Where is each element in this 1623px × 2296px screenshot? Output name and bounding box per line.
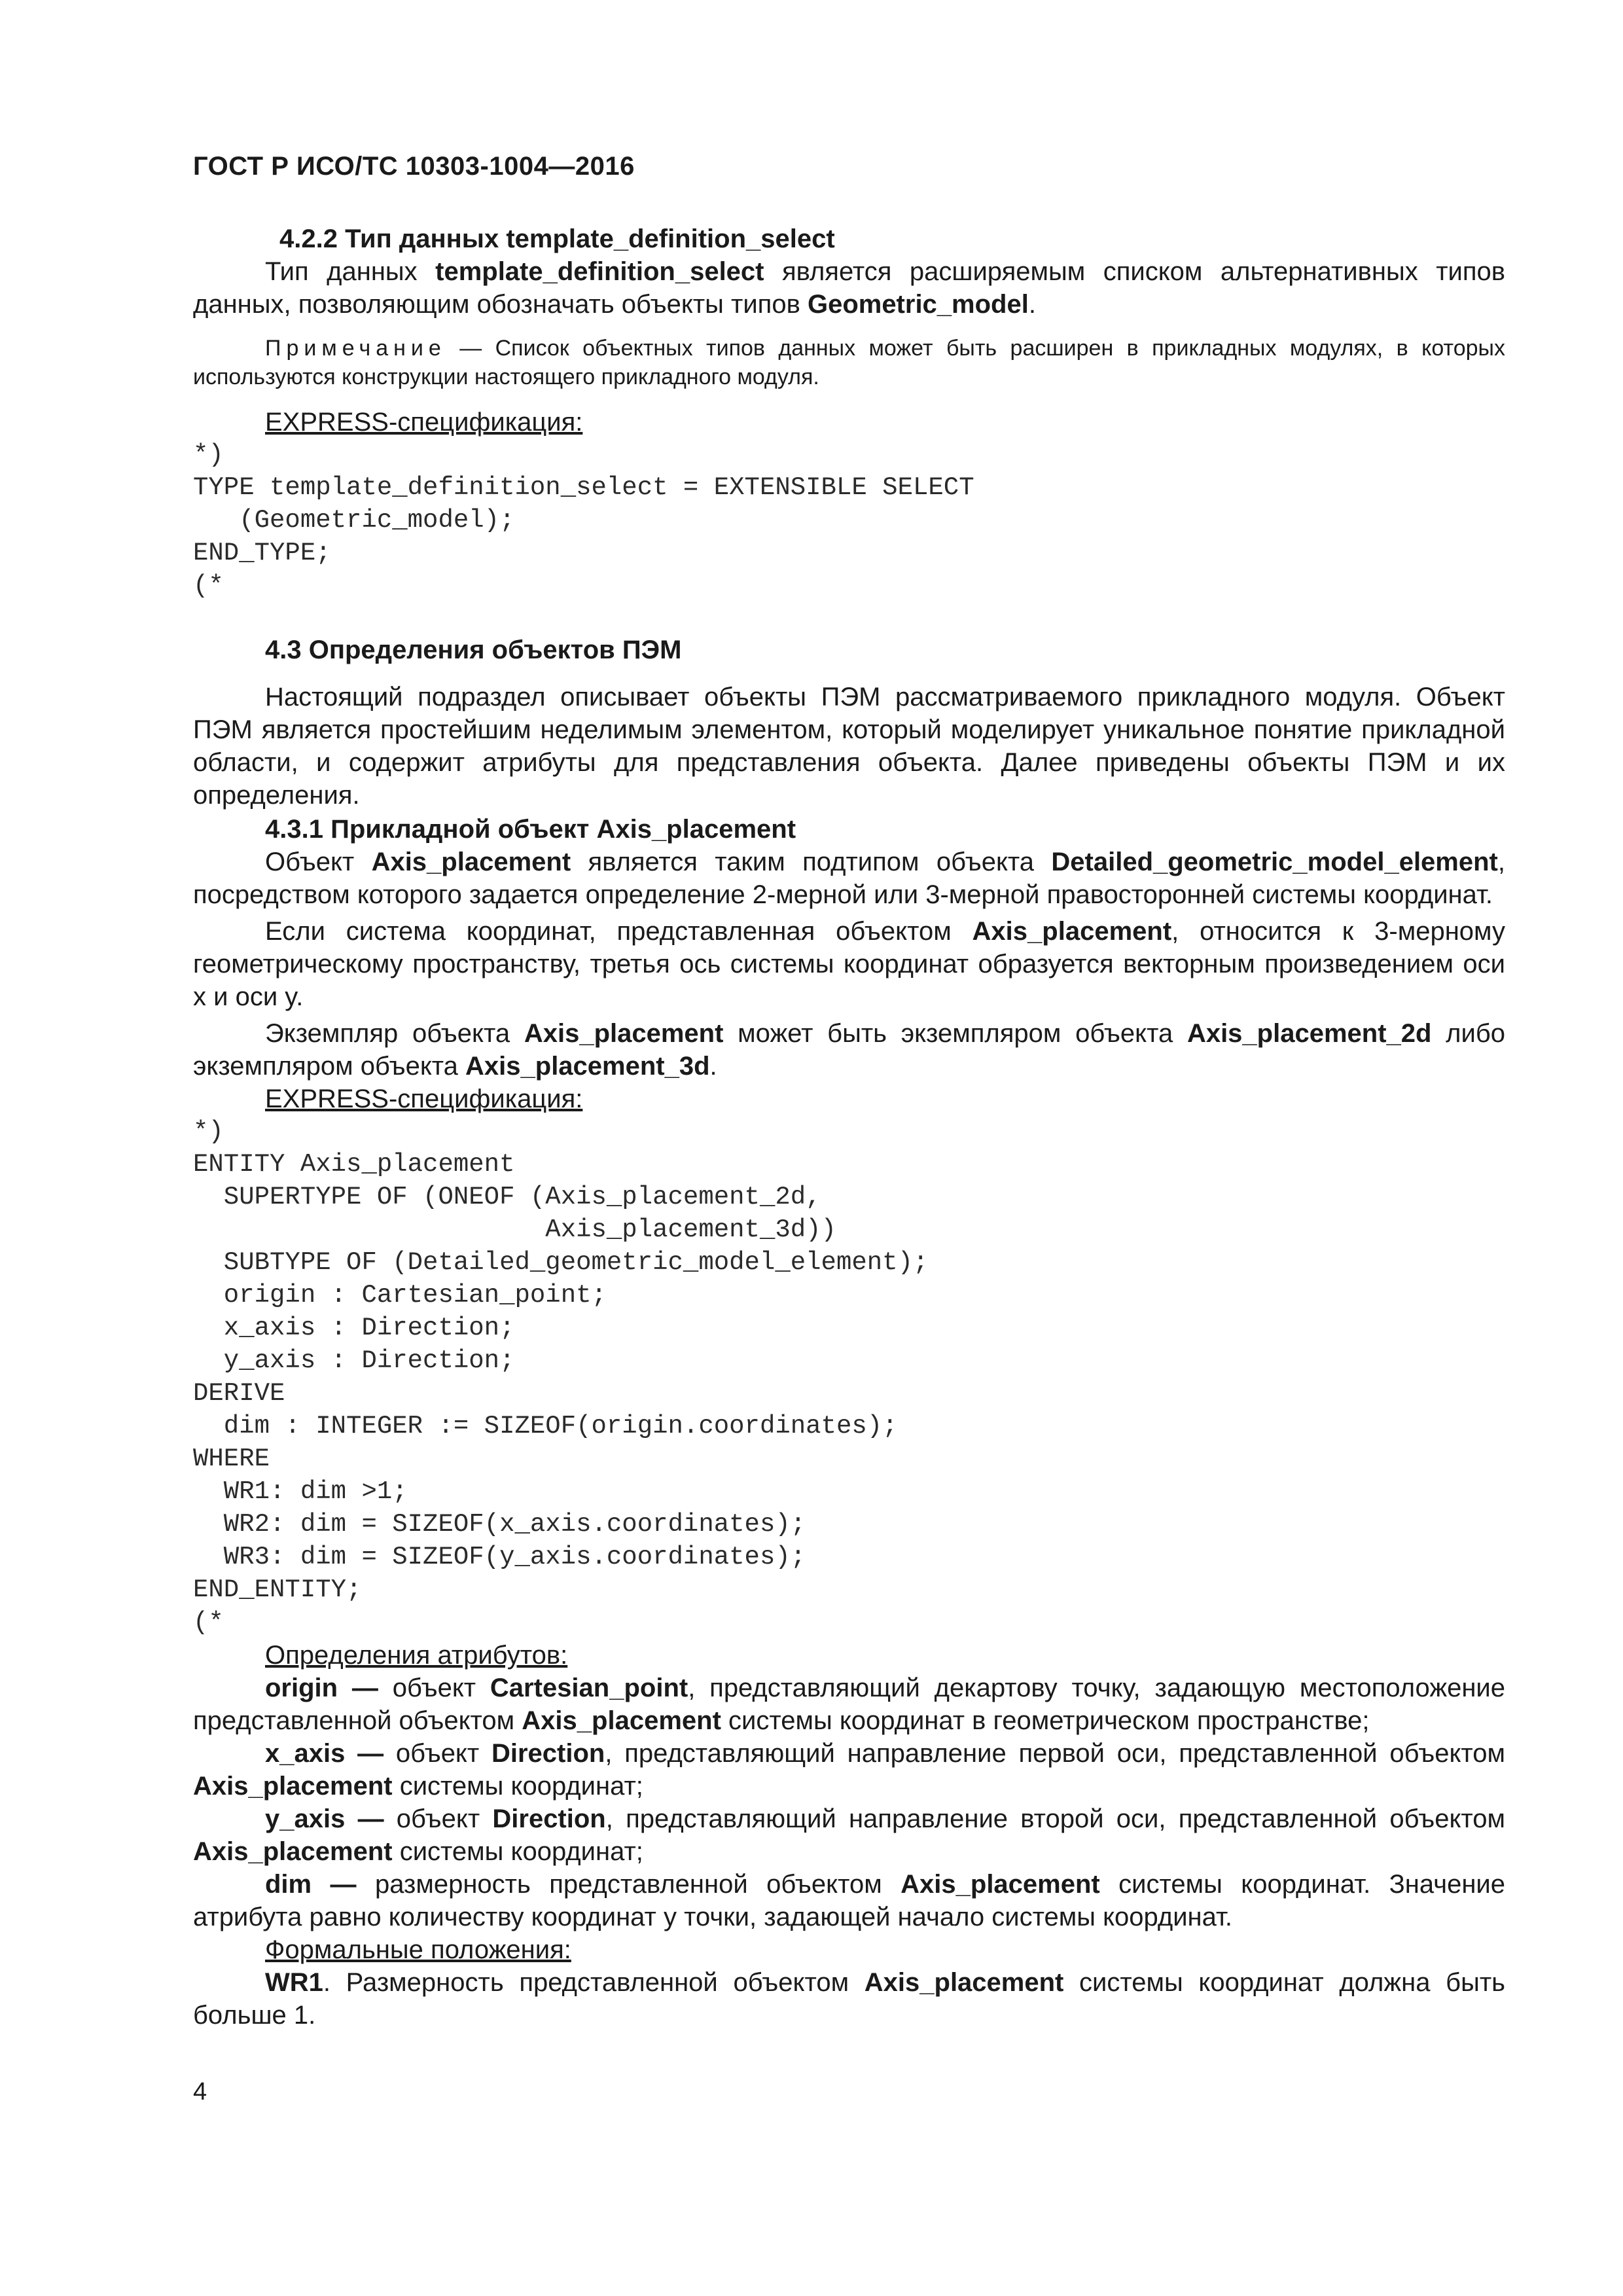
term: Axis_placement [864,1968,1064,1997]
express-code: *) ENTITY Axis_placement SUPERTYPE OF (ONEOF (Axis_placement_2d, Axis_placement_3d)) SUBTYPE OF (Detailed_geometric_model_element); origin : Cartesian_point; x_axis : Direction; y_axis : Direction; DERIVE dim : INTEGER := SIZEOF(origin.coordinates); WHERE WR1: dim >1; WR2: dim = SIZEOF(x_axis.coordinates); WR3: dim = SIZEOF(y_axis.coordinates); END_ENTITY; (* [193,1117,929,1637]
text-run: является таким подтипом объекта [571,848,1052,876]
text-run: системы координат; [392,1772,643,1801]
text-run: объект [383,1739,491,1768]
term: Axis_placement [193,1837,393,1866]
section-4-2-2 [193,223,1505,602]
term: dim — [265,1870,357,1899]
text-run: , относится к 3-мерному геометрическому пространству, третья ось системы координат образуется векторным произведением оси x и оси y. [193,917,1505,1011]
text-run: . [709,1052,717,1081]
paragraph [193,915,1505,1013]
note-label: Примечание [265,336,446,361]
text-run: размерность представленной объектом [356,1870,901,1899]
term: template_definition_select [435,257,764,286]
term: y_axis — [265,1804,384,1833]
attribute-y-axis [193,1803,1505,1868]
note-text: — Список объектных типов данных может быть расширен в прикладных модулях, в которых используются конструкции настоящего прикладного модуля. [193,336,1505,389]
term: Axis_placement [901,1870,1100,1899]
text-run: Объект [265,848,372,876]
section-heading: 4.3 Определения объектов ПЭМ [265,636,682,664]
text-run: системы координат должна быть больше 1. [193,1968,1505,2030]
text-run: объект [383,1804,493,1833]
term: Axis_placement [524,1019,724,1048]
text-run: Экземпляр объекта [265,1019,524,1048]
formal-label: Формальные положения: [265,1935,571,1964]
term: Geometric_model [807,290,1029,319]
section-4-3 [193,634,1505,812]
express-code: *) TYPE template_definition_select = EXTENSIBLE SELECT (Geometric_model); END_TYPE; (* [193,440,974,600]
term: Axis_placement [371,848,571,876]
term: Direction [492,1804,606,1833]
document-header: ГОСТ Р ИСО/ТС 10303-1004—2016 [193,152,635,181]
text-run: , посредством которого задается определение 2-мерной или 3-мерной правосторонней системы координат. [193,848,1505,909]
section-heading: 4.2.2 Тип данных template_definition_select [279,224,835,253]
text-run: системы координат в геометрическом пространстве; [721,1706,1370,1735]
term: Axis_placement [972,917,1172,946]
attribute-dim [193,1868,1505,1933]
term: origin — [265,1674,378,1702]
text-run: может быть экземпляром объекта [723,1019,1187,1048]
term: Detailed_geometric_model_element [1051,848,1498,876]
text-run: является расширяемым списком альтернативных типов данных, позволяющим обозначать объекты типов [193,257,1506,319]
section-heading: 4.3.1 Прикладной объект Axis_placement [265,815,796,844]
section-4-3-1 [193,813,1505,2032]
text-run: , представляющий декартову точку, задающую местоположение представленной объектом [193,1674,1505,1735]
text-run: Тип данных [265,257,436,286]
term: WR1 [265,1968,323,1997]
paragraph [193,255,1505,321]
term: Direction [491,1739,605,1768]
text-run: объект [378,1674,490,1702]
text-run: . [1028,290,1036,319]
term: Axis_placement_2d [1186,1019,1432,1048]
page-number: 4 [193,2078,207,2106]
attribute-origin [193,1672,1505,1737]
attribute-x-axis [193,1737,1505,1803]
term: Axis_placement_3d [465,1052,710,1081]
term: Axis_placement [193,1772,393,1801]
text-run: , представляющий направление первой оси, представленной объектом [605,1739,1506,1768]
express-label: EXPRESS-спецификация: [265,408,583,437]
note [193,334,1505,391]
text-run: Если система координат, представленная объектом [265,917,972,946]
text-run: , представляющий направление второй оси, представленной объектом [605,1804,1506,1833]
paragraph [193,846,1505,911]
text-run: системы координат. Значение атрибута равно количеству координат у точки, задающей начало системы координат. [193,1870,1505,1931]
express-label: EXPRESS-спецификация: [265,1085,583,1113]
text-run: либо экземпляром объекта [193,1019,1506,1081]
term: Axis_placement [522,1706,721,1735]
text-run: . Размерность представленной объектом [323,1968,865,1997]
paragraph: Настоящий подраздел описывает объекты ПЭМ рассматриваемого прикладного модуля. Объект ПЭМ является простейшим неделимым элементом, который моделирует уникальное понятие прикладной области, и содержит атрибуты для представления объекта. Далее приведены объекты ПЭМ и их определения. [193,683,1505,810]
term: Cartesian_point [490,1674,688,1702]
text-run: системы координат; [392,1837,643,1866]
attributes-label: Определения атрибутов: [265,1641,568,1670]
paragraph [193,1017,1505,1083]
rule-wr1 [193,1966,1505,2032]
term: x_axis — [265,1739,384,1768]
